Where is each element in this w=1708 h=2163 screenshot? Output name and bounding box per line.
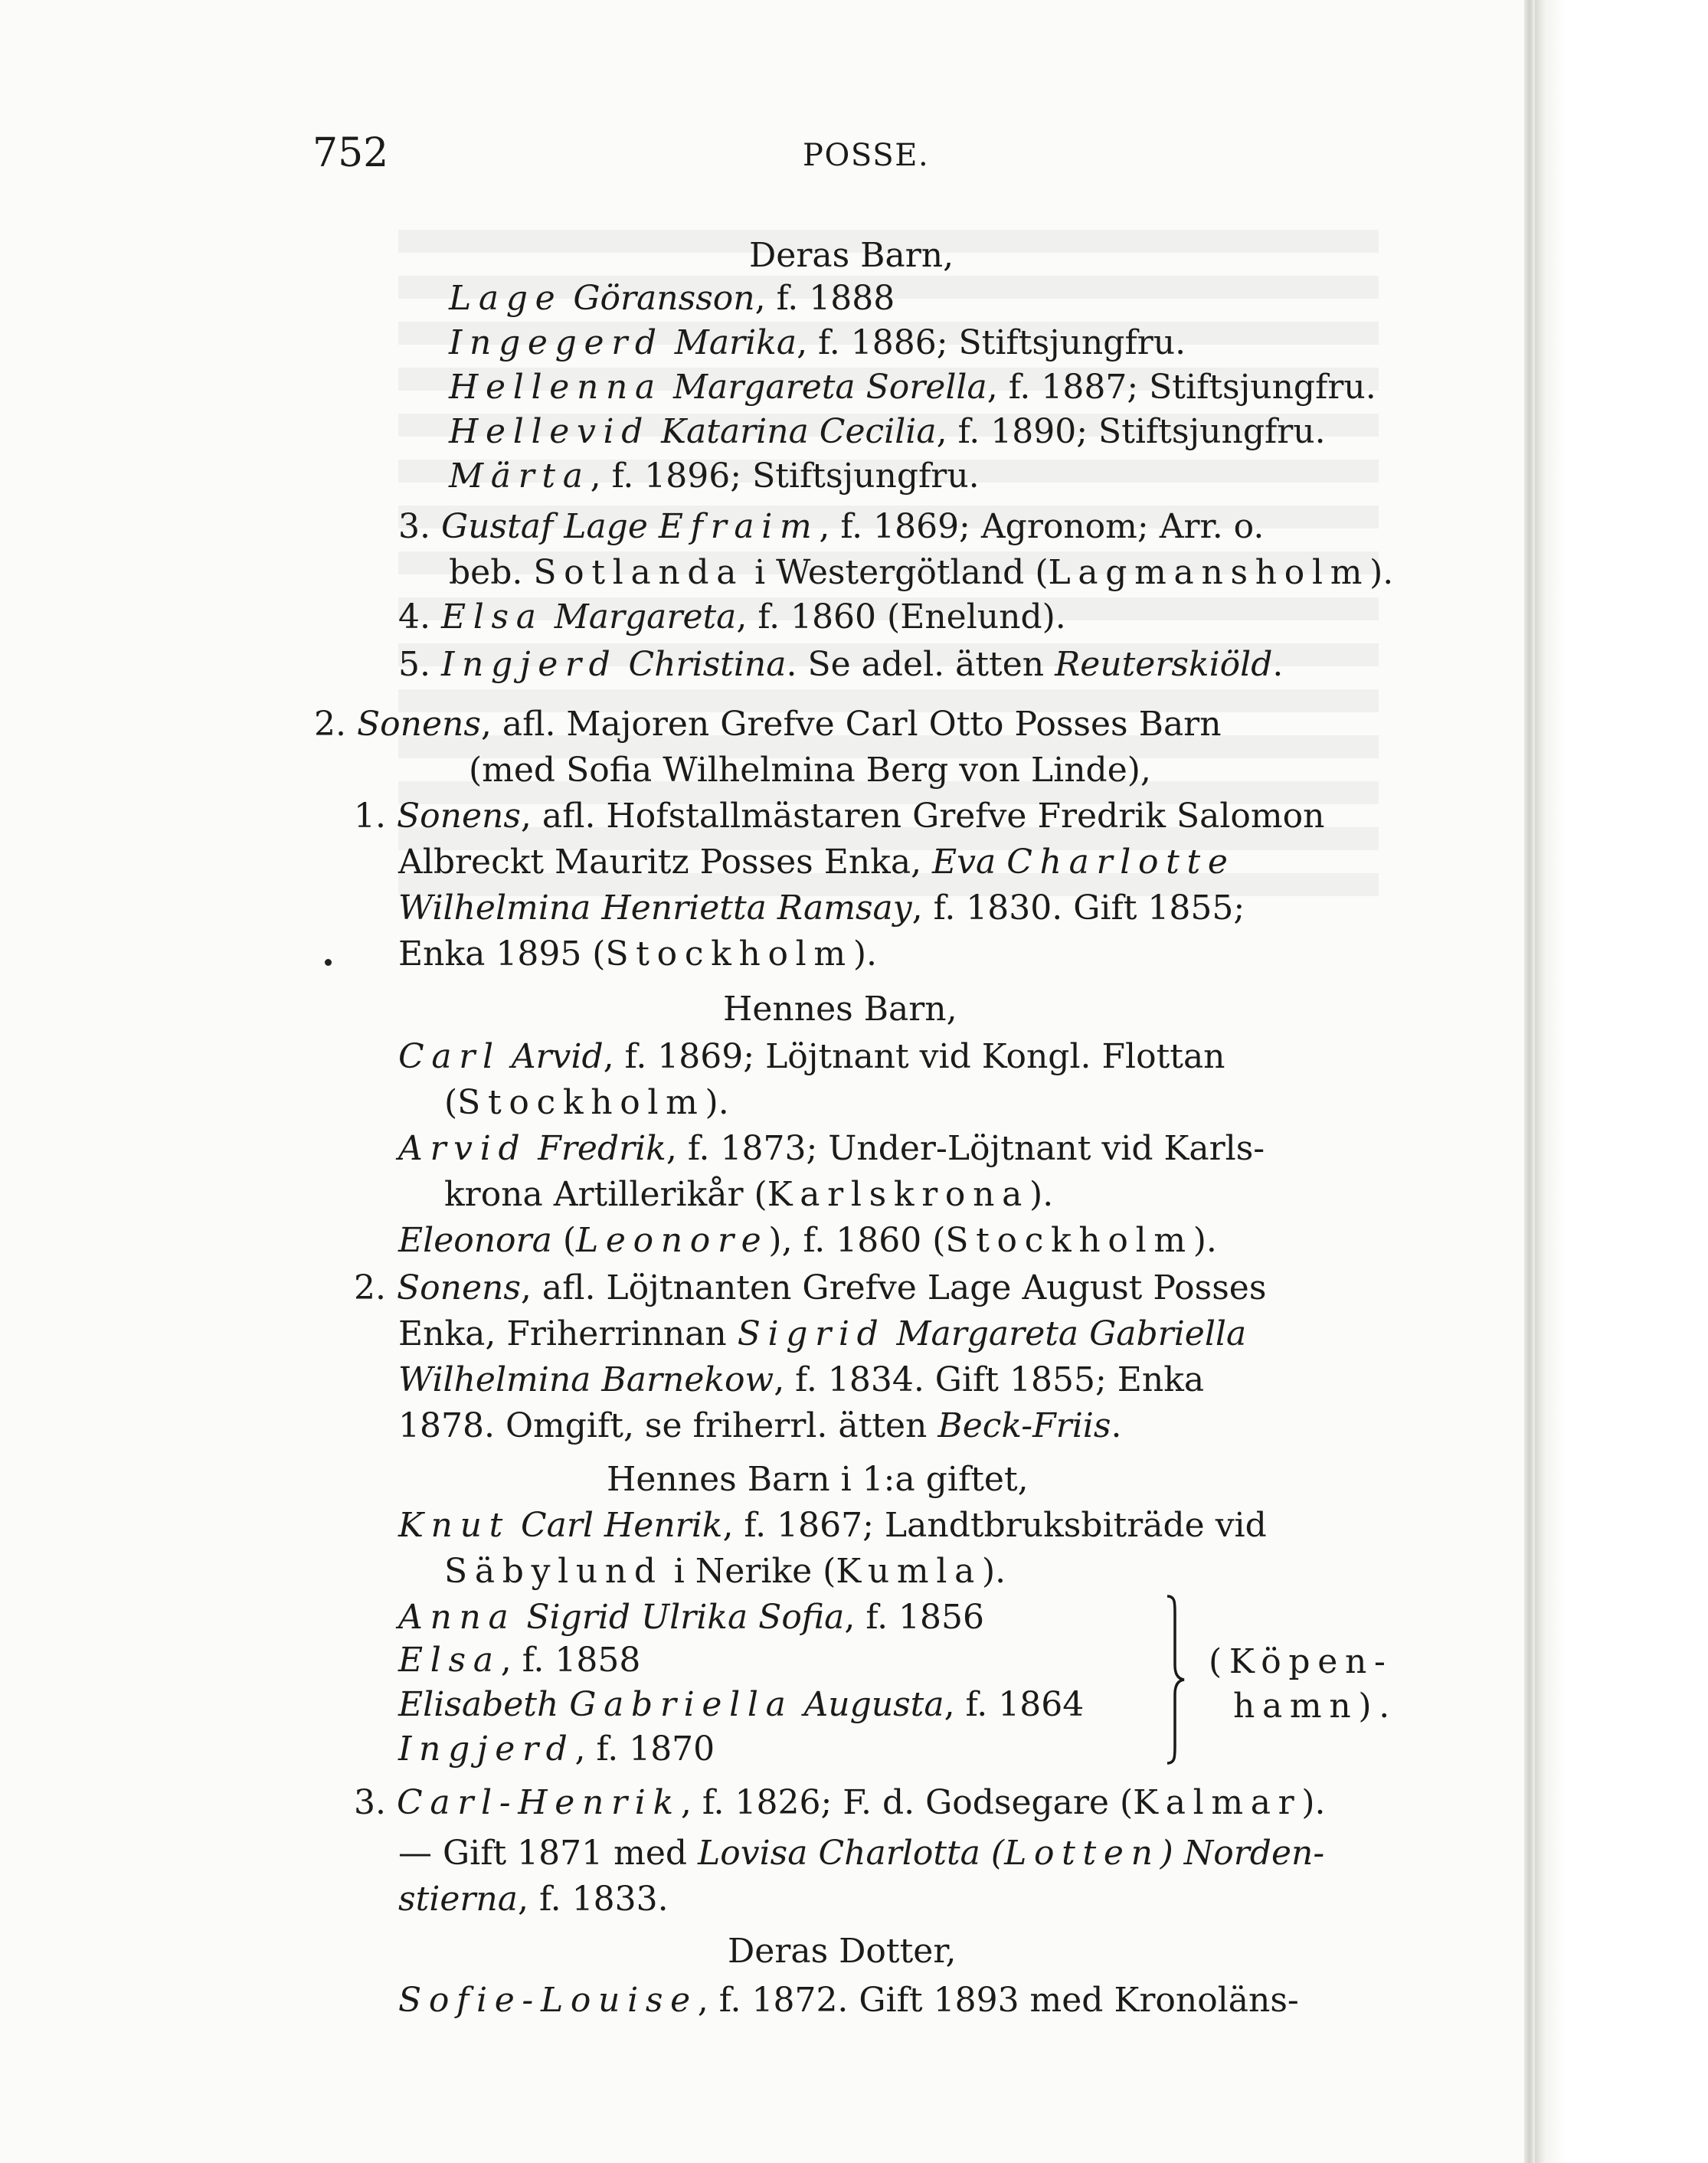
text-run: , f. 1830. Gift 1855;: [911, 888, 1245, 928]
text-line: [398, 1127, 1265, 1170]
text-run: Hellenna: [449, 368, 663, 407]
text-run: Deras Dotter,: [728, 1932, 957, 1971]
text-run: Elsa: [440, 597, 544, 636]
text-line: [607, 1458, 1029, 1501]
text-line: [449, 411, 1326, 453]
text-run: , afl. Löjtnanten Grefve Lage August Posses: [520, 1268, 1267, 1307]
text-run: Elisabeth: [398, 1685, 570, 1724]
text-run: Säbylund: [444, 1552, 663, 1591]
text-line: [723, 988, 957, 1031]
page-number: 752: [312, 130, 389, 176]
text-run: Göransson: [562, 279, 755, 318]
text-run: Beck-Friis: [937, 1406, 1111, 1445]
text-run: , f. 1867; Landtbruksbiträde vid: [722, 1506, 1267, 1545]
text-line: [314, 703, 1222, 746]
text-run: Margareta: [543, 597, 737, 636]
text-run: (: [444, 1083, 458, 1122]
text-line: [398, 1832, 1324, 1875]
text-run: Sigrid Ulrika Sofia: [515, 1598, 845, 1637]
text-line: [398, 1639, 640, 1682]
text-run: Stockholm: [605, 934, 853, 974]
text-run: stierna: [398, 1880, 518, 1919]
text-run: , afl. Majoren Grefve Carl Otto Posses Barn: [480, 705, 1222, 744]
text-run: Fredrik: [527, 1129, 666, 1168]
text-run: 1.: [354, 797, 397, 836]
text-line: [354, 1267, 1266, 1310]
text-run: Arvid: [500, 1037, 604, 1076]
text-run: i Nerike (: [663, 1552, 836, 1591]
text-run: Sotlanda: [533, 553, 744, 592]
text-run: 2.: [354, 1268, 397, 1307]
brace-note-line-1: (Köpen-: [1209, 1642, 1393, 1681]
text-run: Lotten: [1004, 1834, 1160, 1873]
text-run: , f. 1887; Stiftsjungfru.: [987, 368, 1376, 407]
text-run: 5.: [398, 645, 441, 684]
text-run: Carl Henrik: [509, 1506, 723, 1545]
text-run: 3.: [398, 507, 441, 546]
text-run: Märta: [449, 456, 591, 496]
text-run: ), f. 1860 (: [768, 1221, 946, 1260]
text-line: [398, 506, 1264, 548]
text-line: [398, 887, 1245, 930]
text-run: beb.: [449, 553, 534, 592]
text-line: [398, 1405, 1121, 1448]
text-run: krona Artillerikår (: [444, 1175, 767, 1214]
text-run: Margareta Sorella: [662, 368, 987, 407]
text-run: Efraim: [658, 507, 820, 546]
text-line: [398, 643, 1283, 686]
running-head: POSSE.: [803, 138, 930, 173]
text-line: [398, 1504, 1267, 1547]
text-run: Wilhelmina Barnekow: [398, 1360, 774, 1399]
text-line: [354, 1782, 1326, 1824]
text-run: Sigrid: [737, 1314, 886, 1353]
text-run: Ingegerd: [449, 323, 664, 362]
text-line: [449, 455, 980, 498]
text-run: Lage: [449, 279, 563, 318]
text-run: Kalmar: [1133, 1783, 1302, 1822]
text-run: ).: [981, 1552, 1006, 1591]
text-run: , f. 1856: [844, 1598, 985, 1637]
text-run: , f. 1834. Gift 1855; Enka: [774, 1360, 1205, 1399]
text-line: [398, 1878, 669, 1921]
text-line: [398, 1684, 1084, 1726]
text-run: Marika: [663, 323, 797, 362]
text-run: Gustaf Lage: [440, 507, 659, 546]
text-run: 4.: [398, 597, 441, 636]
text-run: Carl-Henrik: [396, 1783, 681, 1822]
text-run: Stockholm: [457, 1083, 705, 1122]
text-line: [444, 1550, 1006, 1593]
text-run: Sonens: [356, 705, 481, 744]
text-run: Carl: [398, 1037, 501, 1076]
text-run: Knut: [398, 1506, 510, 1545]
text-run: , f. 1864: [944, 1685, 1085, 1724]
text-run: , f. 1886; Stiftsjungfru.: [797, 323, 1186, 362]
text-run: , f. 1888: [754, 279, 895, 318]
text-run: Lovisa Charlotta (: [698, 1834, 1005, 1873]
curly-brace-icon: [1163, 1595, 1186, 1765]
text-run: 2.: [314, 705, 357, 744]
text-run: , f. 1860 (Enelund).: [736, 597, 1066, 636]
text-run: ).: [1029, 1175, 1054, 1214]
text-run: Gabriella: [569, 1685, 793, 1724]
text-line: [398, 1728, 715, 1771]
text-line: [398, 1036, 1225, 1078]
text-run: Margareta Gabriella: [885, 1314, 1247, 1353]
text-run: Stockholm: [945, 1221, 1193, 1260]
text-run: Enka, Friherrinnan: [398, 1314, 738, 1353]
text-run: Eva: [932, 843, 996, 882]
text-run: ).: [1193, 1221, 1217, 1260]
text-run: Karlskrona: [767, 1175, 1030, 1214]
text-run: ) Norden-: [1160, 1834, 1325, 1873]
binding-edge: [1535, 0, 1708, 2163]
text-run: ).: [852, 934, 877, 974]
text-run: 1878. Omgift, se friherrl. ätten: [398, 1406, 938, 1445]
text-run: Anna: [398, 1598, 516, 1637]
text-run: , f. 1869; Agronom; Arr. o.: [819, 507, 1265, 546]
text-run: Reuterskiöld: [1055, 645, 1273, 684]
text-run: Ingjerd: [398, 1729, 575, 1769]
text-line: [449, 277, 895, 320]
brace-note-line-2: hamn).: [1233, 1687, 1397, 1726]
text-run: Charlotte: [1006, 843, 1235, 882]
text-run: Sonens: [396, 1268, 521, 1307]
text-line: [449, 551, 1393, 594]
text-run: ).: [1301, 1783, 1326, 1822]
text-run: Kumla: [836, 1552, 982, 1591]
text-run: .: [1272, 645, 1284, 684]
text-line: [469, 749, 1151, 792]
text-run: , afl. Hofstallmästaren Grefve Fredrik Salomon: [520, 797, 1325, 836]
text-run: Hennes Barn i 1:a giftet,: [607, 1460, 1029, 1499]
text-line: [749, 234, 954, 277]
text-run: Eleonora: [398, 1221, 552, 1260]
text-line: [444, 1082, 729, 1124]
text-run: Arvid: [398, 1129, 528, 1168]
text-line: [398, 1359, 1204, 1402]
binding-gutter: [1524, 0, 1535, 2163]
text-line: [398, 1979, 1299, 2022]
text-run: Augusta: [793, 1685, 944, 1724]
margin-dot: [325, 959, 332, 966]
text-line: [449, 366, 1376, 409]
text-run: Albreckt Mauritz Posses Enka,: [398, 843, 933, 882]
text-run: , f. 1872. Gift 1893 med Kronoläns-: [697, 1981, 1299, 2020]
text-run: ).: [705, 1083, 729, 1122]
text-run: , f. 1869; Löjtnant vid Kongl. Flottan: [603, 1037, 1225, 1076]
text-line: [398, 933, 877, 976]
text-run: (med Sofia Wilhelmina Berg von Linde),: [469, 751, 1151, 790]
text-line: [354, 795, 1324, 838]
text-run: , f. 1826; F. d. Godsegare (: [680, 1783, 1134, 1822]
text-run: Enka 1895 (: [398, 934, 606, 974]
text-run: Sofie-Louise: [398, 1981, 698, 2020]
text-run: .: [1111, 1406, 1122, 1445]
text-run: Katarina Cecilia: [650, 412, 937, 451]
text-run: , f. 1870: [574, 1729, 715, 1769]
text-run: Leonore: [575, 1221, 769, 1260]
text-line: [398, 1313, 1246, 1356]
text-run: Christina: [617, 645, 787, 684]
text-run: Deras Barn,: [749, 236, 954, 275]
text-run: Sonens: [396, 797, 521, 836]
text-line: [449, 322, 1186, 365]
text-run: (: [551, 1221, 576, 1260]
text-run: , f. 1890; Stiftsjungfru.: [936, 412, 1326, 451]
text-run: [996, 843, 1006, 882]
text-run: Lagmansholm: [1048, 553, 1370, 592]
text-line: [398, 841, 1235, 884]
text-run: , f. 1873; Under-Löjtnant vid Karls-: [666, 1129, 1265, 1168]
text-run: Hellevid: [449, 412, 651, 451]
text-line: [398, 1219, 1217, 1262]
text-line: [398, 596, 1066, 639]
text-run: Wilhelmina Henrietta Ramsay: [398, 888, 912, 928]
text-run: , f. 1833.: [517, 1880, 669, 1919]
text-run: Elsa: [398, 1641, 501, 1680]
text-run: i Westergötland (: [744, 553, 1049, 592]
text-run: Ingjerd: [440, 645, 618, 684]
text-run: 3.: [354, 1783, 397, 1822]
text-run: , f. 1896; Stiftsjungfru.: [590, 456, 980, 496]
text-run: — Gift 1871 med: [398, 1834, 699, 1873]
text-run: Hennes Barn,: [723, 990, 957, 1029]
text-run: . Se adel. ätten: [786, 645, 1055, 684]
text-run: , f. 1858: [500, 1641, 641, 1680]
text-line: [398, 1596, 984, 1639]
text-line: [444, 1173, 1053, 1216]
text-run: ).: [1369, 553, 1394, 592]
text-line: [728, 1930, 957, 1973]
